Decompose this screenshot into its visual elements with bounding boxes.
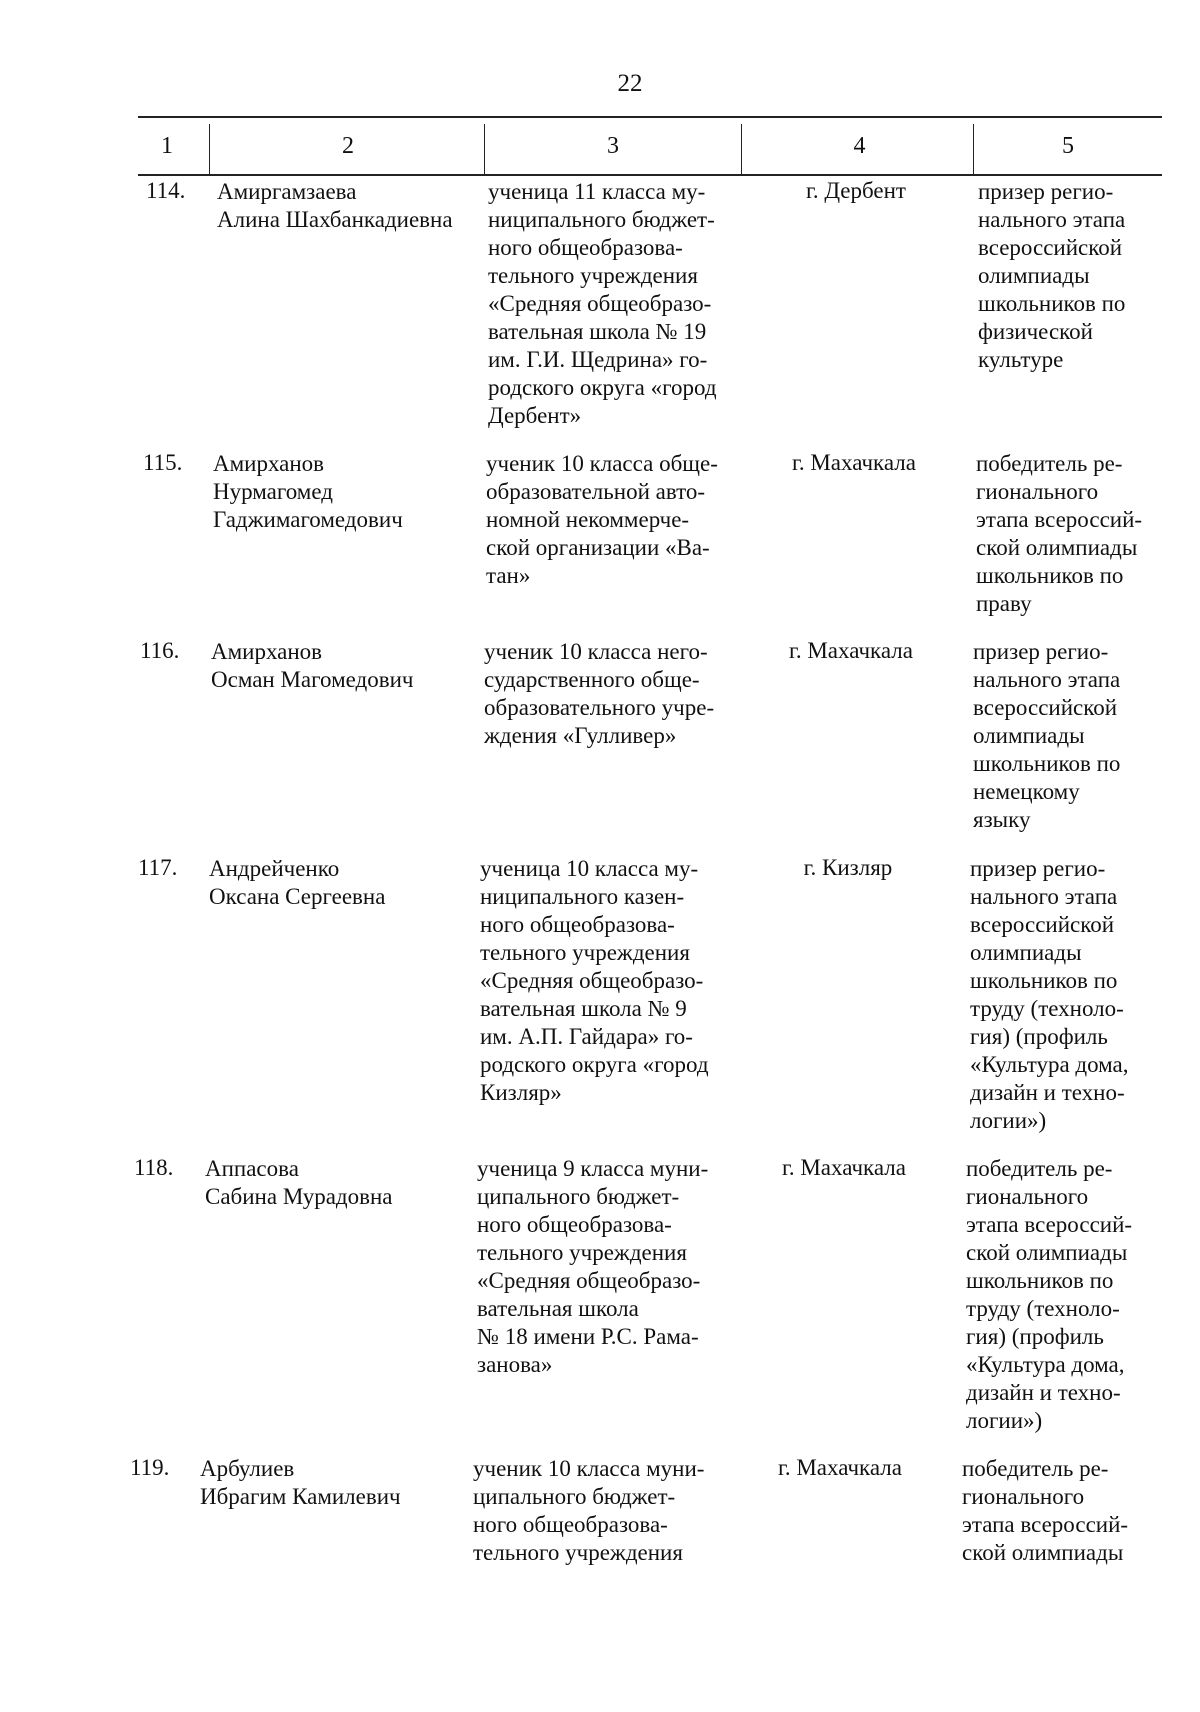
city: г. Махачкала [782,1155,906,1180]
school-description: ученик 10 класса него- сударственного обще- образовательного учре- ждения «Гулливер» [484,639,715,748]
participant-name: Амирханов Нурмагомед Гаджимагомедович [213,451,403,532]
participant-name: Амирханов Осман Магомедович [211,639,414,692]
award-status: призер регио- нального этапа всероссийской олимпиады школьников по труду (техноло- гия) (профиль «Культура дома, дизайн и техно- логии») [970,856,1129,1133]
participant-name: Амиргамзаева Алина Шахбанкадиевна [217,179,453,232]
participant-name: Аппасова Сабина Мурадовна [205,1156,393,1209]
award-status: призер регио- нального этапа всероссийской олимпиады школьников по физической культуре [978,179,1126,372]
city: г. Кизляр [803,855,893,880]
city: г. Дербент [806,178,906,203]
row-number: 119. [130,1455,170,1480]
header-col-3: 3 [607,132,619,159]
header-col-4: 4 [853,132,866,159]
row-number: 118. [134,1155,174,1180]
school-description: ученик 10 класса муни- ципального бюджет- ного общеобразова- тельного учреждения [473,1456,705,1565]
row-number: 115. [143,450,183,475]
row-number: 117. [138,855,178,880]
row-number: 116. [140,638,180,663]
award-status: победитель ре- гионального этапа всероссий- ской олимпиады школьников по труду (техноло- гия) (профиль «Культура дома, дизайн и техно- логии») [966,1156,1133,1433]
city: г. Махачкала [789,638,913,663]
city: г. Махачкала [778,1455,902,1480]
header-col-5: 5 [1062,132,1074,159]
table-header [138,116,1162,176]
row-number: 114. [146,178,186,203]
award-status: призер регио- нального этапа всероссийской олимпиады школьников по немецкому языку [973,639,1121,832]
school-description: ученица 9 класса муни- ципального бюджет- ного общеобразова- тельного учреждения «Средняя общеобразо- вательная школа № 18 имени Р.С. Рама- занова» [477,1156,709,1377]
participant-name: Арбулиев Ибрагим Камилевич [200,1456,401,1509]
page-number: 22 [617,70,643,97]
header-col-2: 2 [342,132,354,159]
school-description: ученик 10 класса обще- образовательной авто- номной некоммерче- ской организации «Ва- тан» [486,451,718,588]
school-description: ученица 11 класса му- ниципального бюджет- ного общеобразова- тельного учреждения «Средняя общеобразо- вательная школа № 19 им. Г.И. Щедрина» го- родского округа «город Дербент» [488,179,717,428]
award-status: победитель ре- гионального этапа всероссий- ской олимпиады [962,1456,1129,1565]
school-description: ученица 10 класса му- ниципального казен- ного общеобразова- тельного учреждения «Средняя общеобразо- вательная школа № 9 им. А.П. Гайдара» го- родского округа «город Кизляр» [480,856,709,1105]
city: г. Махачкала [792,450,916,475]
header-col-1: 1 [161,132,173,159]
participant-name: Андрейченко Оксана Сергеевна [209,856,386,909]
award-status: победитель ре- гионального этапа всероссий- ской олимпиады школьников по праву [976,451,1143,616]
